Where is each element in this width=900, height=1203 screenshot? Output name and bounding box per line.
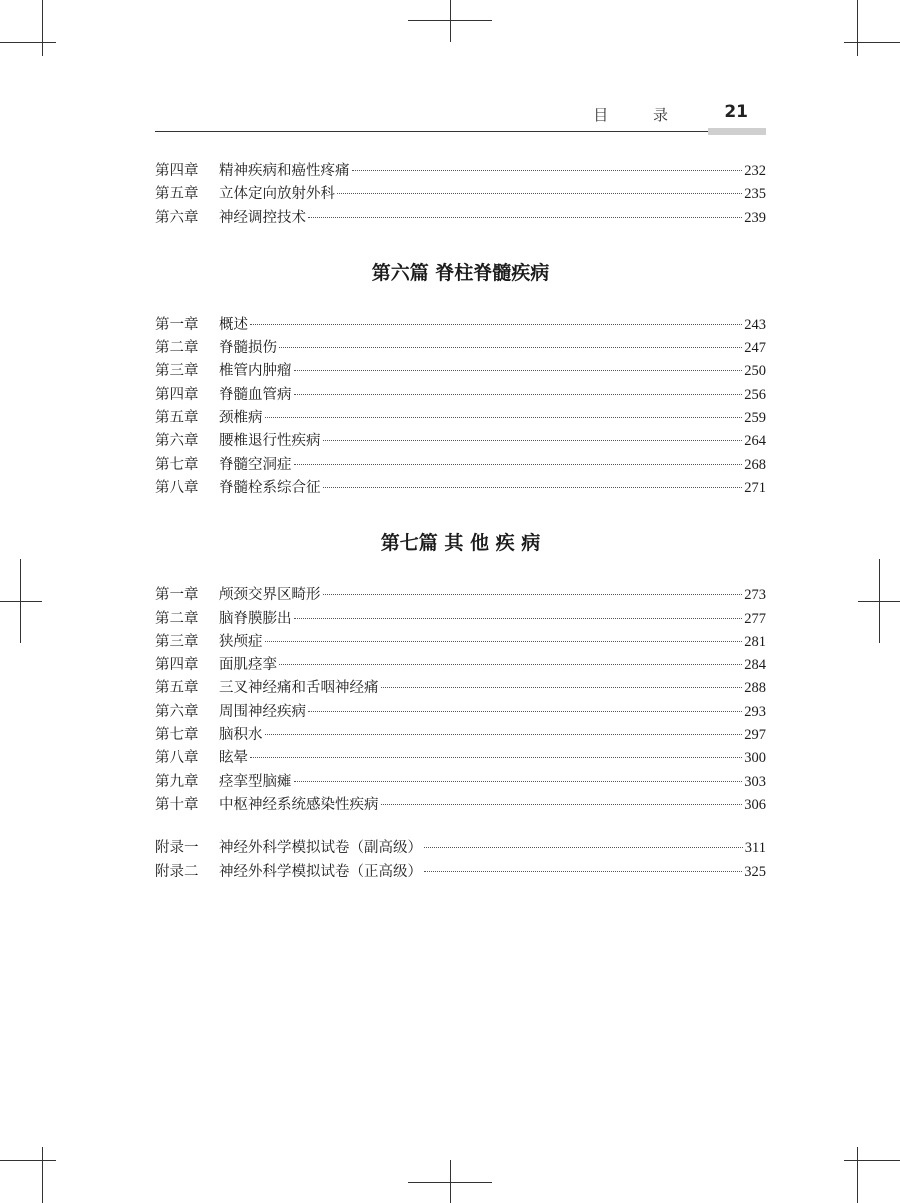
- chapter-number: 第八章: [155, 479, 199, 496]
- chapter-title: 腰椎退行性疾病: [219, 433, 321, 450]
- page-ref: 277: [744, 610, 766, 627]
- chapter-number: 第一章: [155, 587, 199, 604]
- toc-entry[interactable]: [155, 360, 766, 383]
- chapter-number: 第二章: [155, 610, 199, 627]
- dot-leader: [294, 618, 743, 619]
- toc-group-part7: [155, 584, 766, 817]
- toc-entry[interactable]: [155, 337, 766, 360]
- chapter-number: 第一章: [155, 316, 199, 333]
- chapter-number: 第四章: [155, 657, 199, 674]
- header-bar: [708, 128, 766, 135]
- toc-entry[interactable]: [155, 183, 766, 206]
- chapter-number: 第三章: [155, 363, 199, 380]
- page-ref: 284: [744, 657, 766, 674]
- chapter-title: 面肌痉挛: [219, 657, 277, 674]
- chapter-title: 脑脊膜膨出: [219, 610, 292, 627]
- dot-leader: [279, 664, 742, 665]
- chapter-number: 第四章: [155, 386, 199, 403]
- chapter-number: 第六章: [155, 703, 199, 720]
- chapter-title: 颅颈交界区畸形: [219, 587, 321, 604]
- crop-mark-bottom-left-v: [42, 1147, 43, 1203]
- dot-leader: [337, 193, 742, 194]
- crop-mark-bottom-left-h: [0, 1160, 56, 1161]
- chapter-title: 概述: [219, 316, 248, 333]
- page-number: 21: [724, 102, 748, 122]
- page-ref: 311: [744, 840, 766, 857]
- chapter-number: 第四章: [155, 163, 199, 179]
- dot-leader: [323, 487, 743, 488]
- crop-mark-top-right-h: [844, 42, 900, 43]
- page-ref: 281: [744, 633, 766, 650]
- toc-entry[interactable]: [155, 747, 766, 770]
- crop-mark-top-right-v: [857, 0, 858, 56]
- crop-mark-top-center-v: [450, 0, 451, 42]
- toc-entry[interactable]: [155, 584, 766, 607]
- dot-leader: [308, 217, 742, 218]
- toc-entry[interactable]: [155, 654, 766, 677]
- running-header: [155, 100, 766, 134]
- dot-leader: [294, 781, 743, 782]
- crop-mark-top-left-h: [0, 42, 56, 43]
- toc-entry[interactable]: [155, 631, 766, 654]
- crop-mark-top-center-h: [408, 20, 492, 21]
- toc-entry[interactable]: [155, 794, 766, 817]
- page-ref: 256: [744, 386, 766, 403]
- chapter-title: 脊髓空洞症: [219, 456, 292, 473]
- toc-entry[interactable]: [155, 837, 766, 860]
- appendix-number: 附录二: [155, 863, 199, 880]
- dot-leader: [250, 324, 742, 325]
- toc-entry[interactable]: [155, 407, 766, 430]
- chapter-title: 狭颅症: [219, 633, 263, 650]
- dot-leader: [424, 871, 742, 872]
- header-rule: [155, 131, 708, 132]
- chapter-title: 痉挛型脑瘫: [219, 773, 292, 790]
- chapter-title: 脊髓血管病: [219, 386, 292, 403]
- chapter-number: 第七章: [155, 456, 199, 473]
- chapter-title: 中枢神经系统感染性疾病: [219, 796, 379, 813]
- section-label: 目 录: [593, 106, 688, 124]
- dot-leader: [352, 170, 743, 171]
- chapter-title: 脑积水: [219, 727, 263, 744]
- crop-mark-mid-right-h: [858, 601, 900, 602]
- chapter-number: 第三章: [155, 633, 199, 650]
- chapter-title: 颈椎病: [219, 410, 263, 427]
- chapter-title: 椎管内肿瘤: [219, 363, 292, 380]
- toc-entry[interactable]: [155, 677, 766, 700]
- chapter-number: 第五章: [155, 186, 199, 203]
- toc-entry[interactable]: [155, 314, 766, 337]
- crop-mark-bottom-right-h: [844, 1160, 900, 1161]
- toc-entry[interactable]: [155, 454, 766, 477]
- chapter-number: 第六章: [155, 209, 199, 226]
- chapter-number: 第六章: [155, 433, 199, 450]
- chapter-title: 脊髓栓系综合征: [219, 479, 321, 496]
- crop-mark-bottom-right-v: [857, 1147, 858, 1203]
- chapter-title: 立体定向放射外科: [219, 186, 335, 203]
- toc-entry[interactable]: [155, 207, 766, 230]
- page-ref: 232: [744, 163, 766, 179]
- page-ref: 325: [744, 863, 766, 880]
- page-ref: 243: [744, 316, 766, 333]
- toc-group-continued: [155, 160, 766, 230]
- page-ref: 271: [744, 479, 766, 496]
- page-ref: 288: [744, 680, 766, 697]
- chapter-title: 三叉神经痛和舌咽神经痛: [219, 680, 379, 697]
- page-ref: 273: [744, 587, 766, 604]
- crop-mark-mid-left-h: [0, 601, 42, 602]
- page-ref: 264: [744, 433, 766, 450]
- chapter-number: 第五章: [155, 410, 199, 427]
- page-ref: 268: [744, 456, 766, 473]
- chapter-title: 眩晕: [219, 750, 248, 767]
- dot-leader: [381, 804, 743, 805]
- appendix-title: 神经外科学模拟试卷（副高级）: [219, 840, 422, 857]
- dot-leader: [265, 641, 743, 642]
- toc-group-appendices: [155, 837, 766, 884]
- page-ref: 300: [744, 750, 766, 767]
- page-ref: 259: [744, 410, 766, 427]
- dot-leader: [265, 734, 743, 735]
- chapter-number: 第二章: [155, 340, 199, 357]
- chapter-title: 周围神经疾病: [219, 703, 306, 720]
- dot-leader: [424, 847, 743, 848]
- chapter-title: 神经调控技术: [219, 209, 306, 226]
- chapter-title: 精神疾病和癌性疼痛: [219, 163, 350, 179]
- dot-leader: [294, 464, 743, 465]
- page-ref: 303: [744, 773, 766, 790]
- toc-entry[interactable]: [155, 861, 766, 884]
- table-of-contents: [155, 160, 766, 884]
- chapter-number: 第七章: [155, 727, 199, 744]
- chapter-number: 第八章: [155, 750, 199, 767]
- dot-leader: [265, 417, 743, 418]
- toc-group-part6: [155, 314, 766, 500]
- dot-leader: [323, 440, 743, 441]
- chapter-title: 脊髓损伤: [219, 340, 277, 357]
- page-ref: 239: [744, 209, 766, 226]
- toc-entry[interactable]: [155, 724, 766, 747]
- toc-entry[interactable]: [155, 771, 766, 794]
- page-ref: 247: [744, 340, 766, 357]
- toc-entry[interactable]: [155, 430, 766, 453]
- toc-entry[interactable]: [155, 477, 766, 500]
- chapter-number: 第十章: [155, 796, 199, 813]
- crop-mark-top-left-v: [42, 0, 43, 56]
- page-ref: 293: [744, 703, 766, 720]
- chapter-number: 第九章: [155, 773, 199, 790]
- page-ref: 235: [744, 186, 766, 203]
- part-title-6: 第六篇 脊柱脊髓疾病: [371, 261, 550, 284]
- appendix-title: 神经外科学模拟试卷（正高级）: [219, 863, 422, 880]
- part-title-7: 第七篇 其 他 疾 病: [380, 532, 541, 555]
- crop-mark-bottom-center-h: [408, 1182, 492, 1183]
- toc-entry[interactable]: [155, 608, 766, 631]
- appendix-number: 附录一: [155, 840, 199, 857]
- page-ref: 297: [744, 727, 766, 744]
- dot-leader: [250, 757, 742, 758]
- dot-leader: [323, 594, 743, 595]
- dot-leader: [294, 394, 743, 395]
- page-ref: 250: [744, 363, 766, 380]
- page-ref: 306: [744, 796, 766, 813]
- toc-entry[interactable]: [155, 701, 766, 724]
- dot-leader: [381, 687, 743, 688]
- toc-entry[interactable]: [155, 160, 766, 183]
- dot-leader: [294, 370, 743, 371]
- toc-entry[interactable]: [155, 384, 766, 407]
- dot-leader: [279, 347, 742, 348]
- dot-leader: [308, 711, 742, 712]
- chapter-number: 第五章: [155, 680, 199, 697]
